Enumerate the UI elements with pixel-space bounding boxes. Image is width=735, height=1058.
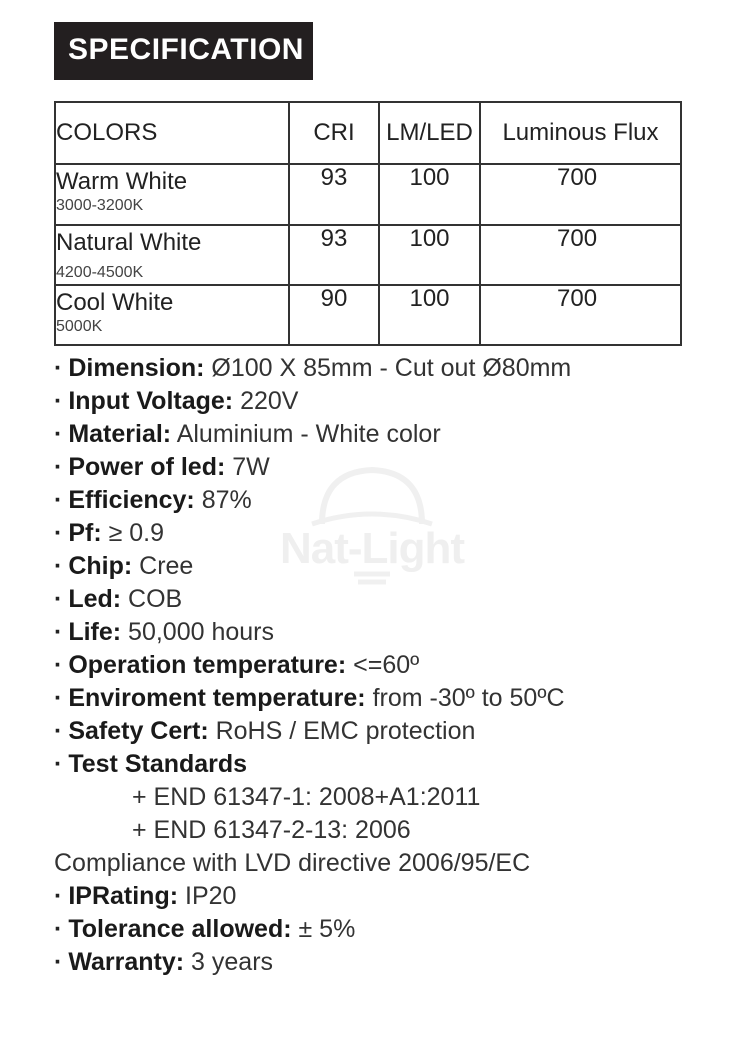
flux-value: 700 [480,225,681,285]
spec-item [54,649,714,682]
spec-value: ± 5% [291,915,356,943]
spec-key: Chip: [68,552,133,580]
spec-key: Tolerance allowed: [68,915,292,943]
bullet: · [54,750,63,778]
spec-key: Efficiency: [68,486,195,514]
header-colors: COLORS [55,102,289,164]
header-cri: CRI [289,102,379,164]
compliance-text: Compliance with LVD directive 2006/95/EC [54,849,531,877]
flux-value: 700 [480,164,681,225]
spec-item [54,385,714,418]
spec-value: 87% [194,486,252,514]
spec-value: 7W [225,453,270,481]
spec-key: Test Standards [68,750,248,778]
bullet: · [54,618,63,646]
test-standard-item: + END 61347-1: 2008+A1:2011 [132,783,481,811]
spec-item [54,550,714,583]
cri-value: 93 [289,225,379,285]
color-cell [55,285,289,345]
color-cell [55,225,289,285]
bullet: · [54,354,63,382]
spec-key: Dimension: [68,354,205,382]
spec-item [54,517,714,550]
spec-item [54,682,714,715]
bullet: · [54,420,63,448]
table-header-row [55,102,681,164]
bullet: · [54,684,63,712]
table-row [55,164,681,225]
spec-key: IPRating: [68,882,179,910]
bullet: · [54,585,63,613]
spec-value: Cree [132,552,194,580]
spec-list [54,352,714,979]
bullet: · [54,651,63,679]
spec-item [54,583,714,616]
table-row [55,225,681,285]
spec-item [54,880,714,913]
spec-value: RoHS / EMC protection [208,717,476,745]
table-row [55,285,681,345]
spec-item [54,748,714,781]
spec-key: Warranty: [68,948,185,976]
cri-value: 93 [289,164,379,225]
spec-item [54,451,714,484]
flux-value: 700 [480,285,681,345]
spec-key: Pf: [68,519,102,547]
bullet: · [54,453,63,481]
bullet: · [54,882,63,910]
color-range: 3000-3200K [56,197,144,214]
color-name: Natural White [56,229,202,256]
page-title: SPECIFICATION [54,22,313,80]
color-name: Cool White [56,289,174,316]
spec-value: Ø100 X 85mm - Cut out Ø80mm [204,354,572,382]
spec-item [54,913,714,946]
test-standard-item: + END 61347-2-13: 2006 [132,816,411,844]
cri-value: 90 [289,285,379,345]
color-range: 4200-4500K [56,264,144,281]
spec-key: Operation temperature: [68,651,347,679]
bullet: · [54,552,63,580]
spec-key: Material: [68,420,172,448]
spec-value: 220V [233,387,299,415]
bullet: · [54,717,63,745]
color-name: Warm White [56,168,188,195]
bullet: · [54,915,63,943]
spec-item [54,484,714,517]
color-cell [55,164,289,225]
spec-value: 50,000 hours [121,618,275,646]
header-lm-led: LM/LED [379,102,480,164]
header-luminous-flux: Luminous Flux [480,102,681,164]
bullet: · [54,486,63,514]
bullet: · [54,519,63,547]
spec-value: from -30º to 50ºC [365,684,565,712]
spec-table [54,101,682,346]
lm-led-value: 100 [379,164,480,225]
spec-item [54,946,714,979]
spec-item [54,418,714,451]
spec-item [54,715,714,748]
spec-value: COB [121,585,183,613]
spec-value: ≥ 0.9 [101,519,165,547]
spec-key: Led: [68,585,122,613]
spec-item [54,616,714,649]
lm-led-value: 100 [379,225,480,285]
spec-key: Enviroment temperature: [68,684,366,712]
spec-item [54,352,714,385]
spec-value: Aluminium - White color [171,420,441,448]
spec-value: <=60º [346,651,420,679]
spec-key: Power of led: [68,453,226,481]
lm-led-value: 100 [379,285,480,345]
spec-value: 3 years [184,948,274,976]
bullet: · [54,948,63,976]
spec-key: Input Voltage: [68,387,234,415]
color-range: 5000K [56,318,103,335]
spec-key: Safety Cert: [68,717,209,745]
bullet: · [54,387,63,415]
spec-value: IP20 [178,882,237,910]
spec-key: Life: [68,618,122,646]
watermark-text: Nat-Light [279,524,465,573]
